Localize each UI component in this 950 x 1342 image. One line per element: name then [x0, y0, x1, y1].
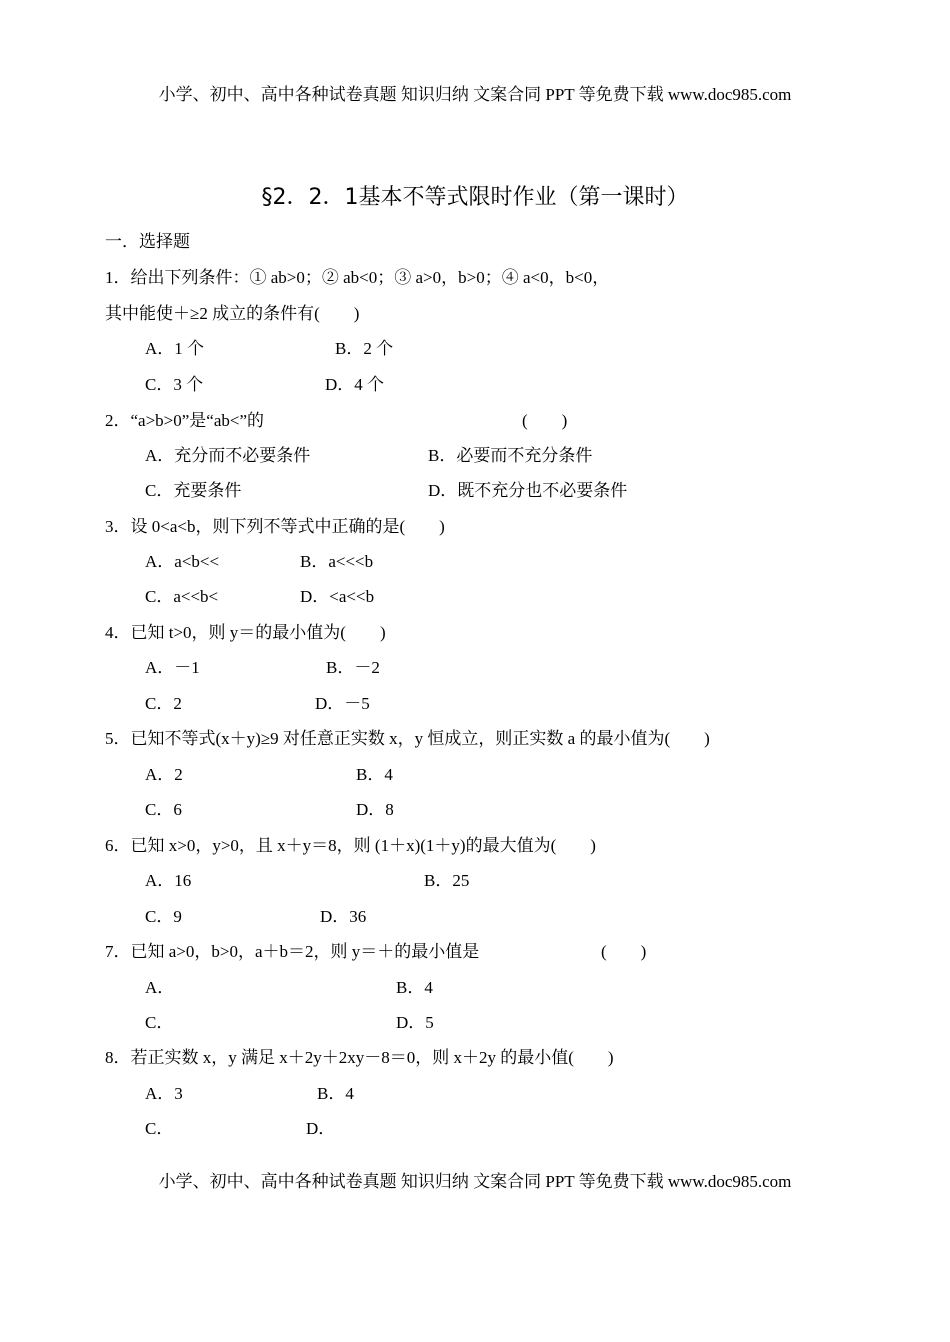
q5-option-d: D．8 — [356, 800, 394, 819]
q2-option-a: A．充分而不必要条件 — [145, 446, 311, 465]
q7-stem: 7．已知 a>0，b>0，a＋b＝2，则 y＝＋的最小值是 — [105, 942, 480, 961]
page-title: §2．2．1基本不等式限时作业（第一课时） — [261, 185, 689, 210]
q6-option-d: D．36 — [320, 907, 367, 926]
page-footer: 小学、初中、高中各种试卷真题 知识归纳 文案合同 PPT 等免费下载 www.doc985.com — [158, 1172, 792, 1191]
q7-option-d: D．5 — [396, 1013, 434, 1032]
q1-option-a: A．1 个 — [145, 339, 205, 358]
q1-option-d: D．4 个 — [325, 375, 385, 394]
q5-option-b: B．4 — [356, 765, 393, 784]
q6-stem: 6．已知 x>0，y>0，且 x＋y＝8，则 (1＋x)(1＋y)的最大值为( ) — [105, 836, 596, 855]
q4-option-b: B．－2 — [326, 658, 380, 677]
q5-option-c: C．6 — [145, 800, 182, 819]
q7-option-c: C． — [145, 1013, 174, 1032]
q8-option-c: C． — [145, 1119, 174, 1138]
q7-option-a: A． — [145, 978, 175, 997]
q1-stem-line2: 其中能使＋≥2 成立的条件有( ) — [105, 304, 360, 323]
q4-stem: 4．已知 t>0，则 y＝的最小值为( ) — [105, 623, 386, 642]
q3-stem: 3．设 0<a<b，则下列不等式中正确的是( ) — [105, 517, 445, 536]
q2-option-b: B．必要而不充分条件 — [428, 446, 593, 465]
q4-option-d: D．－5 — [315, 694, 370, 713]
q3-option-c: C．a<<b< — [145, 587, 219, 606]
q6-option-a: A．16 — [145, 871, 192, 890]
q2-stem: 2．“a>b>0”是“ab<”的 — [105, 411, 265, 430]
q4-option-a: A．－1 — [145, 658, 200, 677]
section-heading: 一．选择题 — [105, 232, 190, 252]
page-header: 小学、初中、高中各种试卷真题 知识归纳 文案合同 PPT 等免费下载 www.doc985.com — [158, 85, 792, 104]
q2-option-d: D．既不充分也不必要条件 — [428, 481, 628, 500]
q3-option-d: D．<a<<b — [300, 587, 375, 606]
q7-option-b: B．4 — [396, 978, 433, 997]
q8-option-d: D． — [306, 1119, 336, 1138]
q1-stem-line1: 1．给出下列条件：① ab>0；② ab<0；③ a>0，b>0；④ a<0，b<0， — [105, 268, 610, 287]
q8-option-a: A．3 — [145, 1084, 183, 1103]
q1-option-c: C．3 个 — [145, 375, 204, 394]
q3-option-a: A．a<b<< — [145, 552, 220, 571]
q6-option-c: C．9 — [145, 907, 182, 926]
q8-option-b: B．4 — [317, 1084, 354, 1103]
q6-option-b: B．25 — [424, 871, 470, 890]
q2-option-c: C．充要条件 — [145, 481, 242, 500]
q3-option-b: B．a<<<b — [300, 552, 374, 571]
q7-answer-paren: ( ) — [601, 942, 647, 961]
q5-stem: 5．已知不等式(x＋y)≥9 对任意正实数 x，y 恒成立，则正实数 a 的最小值为( ) — [105, 729, 710, 748]
q2-answer-paren: ( ) — [522, 411, 568, 430]
q4-option-c: C．2 — [145, 694, 182, 713]
q5-option-a: A．2 — [145, 765, 183, 784]
q8-stem: 8．若正实数 x，y 满足 x＋2y＋2xy－8＝0，则 x＋2y 的最小值( ) — [105, 1048, 614, 1067]
q1-option-b: B．2 个 — [335, 339, 394, 358]
